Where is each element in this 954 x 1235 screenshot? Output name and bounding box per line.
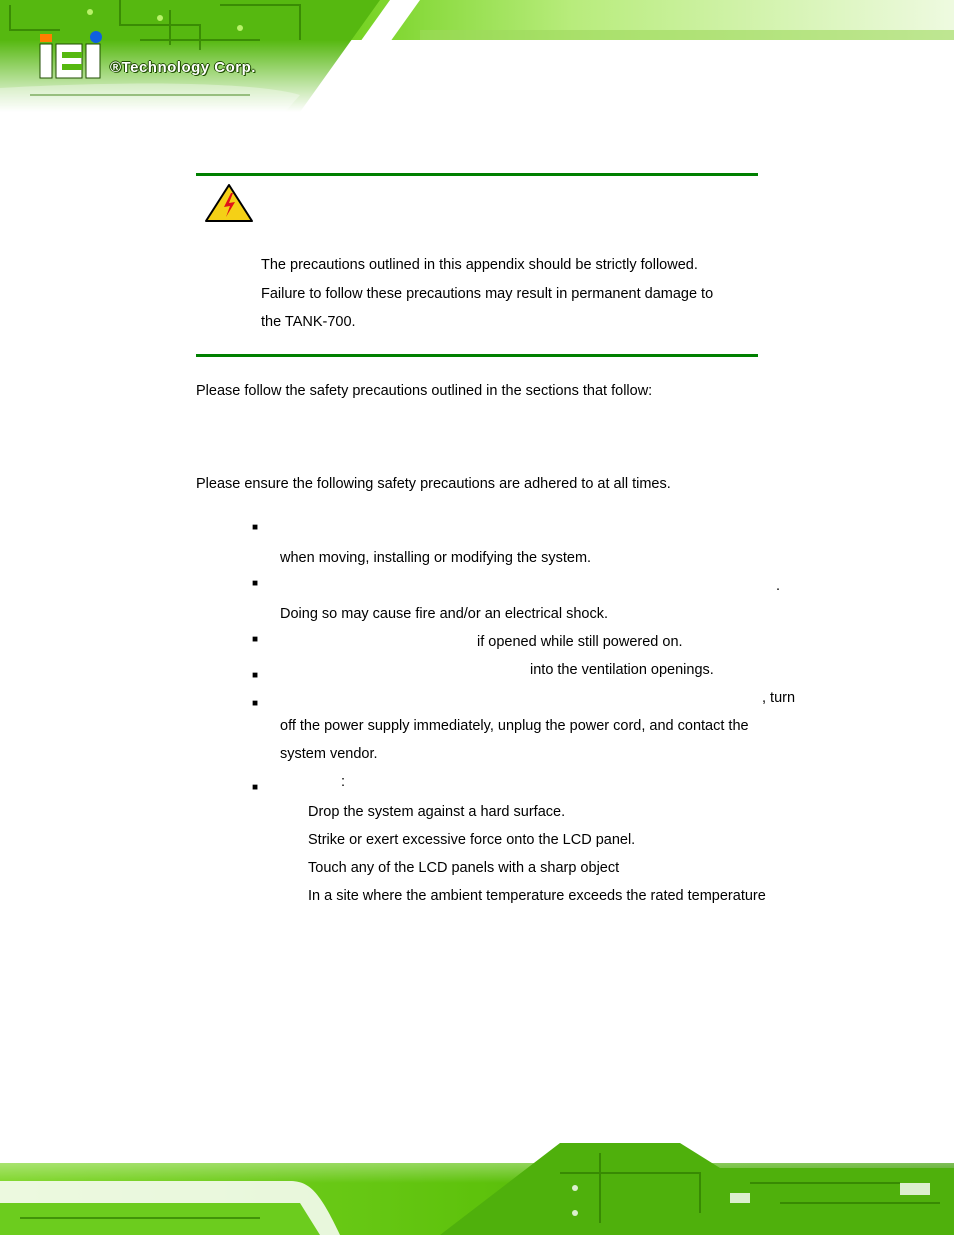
- list-item-line: system vendor.: [280, 746, 378, 762]
- warning-triangle-lightning-icon: [204, 183, 254, 223]
- bullet-marker: ■: [252, 578, 259, 589]
- bullet-marker: ■: [252, 670, 259, 681]
- list-item-line: when moving, installing or modifying the system.: [280, 550, 592, 566]
- list-item-line: .: [776, 578, 781, 594]
- list-item-line: , turn: [762, 690, 796, 706]
- warning-top-rule: [196, 173, 758, 176]
- bullet-marker: ■: [252, 634, 259, 645]
- brand-text: ®Technology Corp.: [110, 59, 256, 76]
- precautions-intro-paragraph: Please ensure the following safety precautions are adhered to at all times.: [196, 476, 671, 492]
- warning-line: the TANK-700.: [261, 314, 356, 330]
- sub-list-item: In a site where the ambient temperature exceeds the rated temperature: [308, 888, 766, 904]
- intro-paragraph: Please follow the safety precautions outlined in the sections that follow:: [196, 383, 653, 399]
- warning-line: Failure to follow these precautions may result in permanent damage to: [261, 285, 714, 302]
- sub-list-item: Touch any of the LCD panels with a sharp object: [308, 860, 620, 876]
- list-item-line: off the power supply immediately, unplug the power cord, and contact the: [280, 718, 749, 734]
- list-item-line: if opened while still powered on.: [477, 634, 683, 650]
- bullet-marker: ■: [252, 698, 259, 709]
- bullet-marker: ■: [252, 782, 259, 793]
- header-banner: [0, 0, 954, 112]
- warning-text: [261, 251, 750, 337]
- warning-line: The precautions outlined in this appendix should be strictly followed.: [261, 257, 698, 273]
- footer-banner: [0, 1123, 954, 1235]
- list-item-line: Doing so may cause fire and/or an electrical shock.: [280, 606, 609, 622]
- list-item-line: :: [341, 774, 346, 790]
- sub-list-item: Strike or exert excessive force onto the LCD panel.: [308, 832, 636, 848]
- warning-bottom-rule: [196, 354, 758, 357]
- bullet-marker: ■: [252, 522, 259, 533]
- sub-list-item: Drop the system against a hard surface.: [308, 804, 566, 820]
- list-item-line: into the ventilation openings.: [530, 662, 714, 678]
